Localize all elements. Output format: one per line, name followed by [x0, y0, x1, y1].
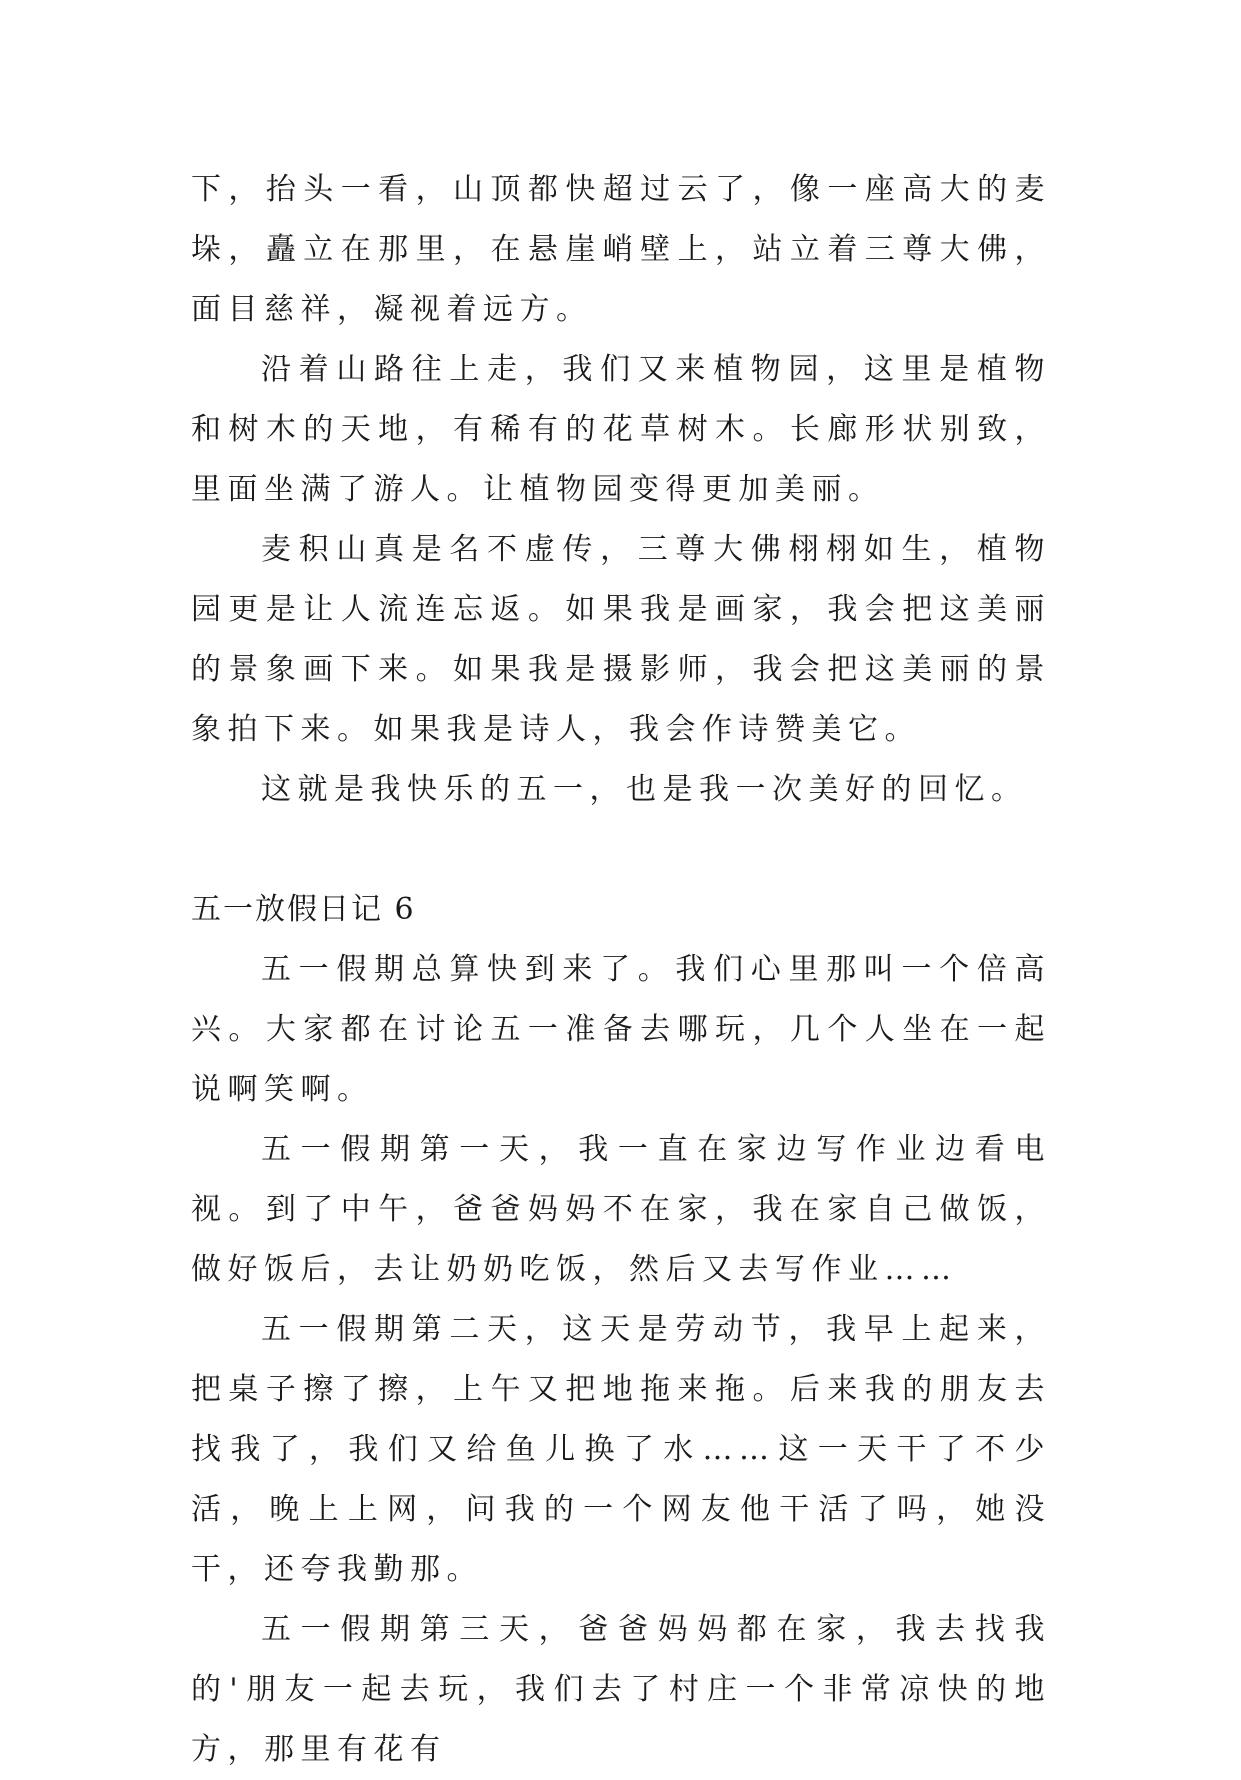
paragraph-maijishan: 麦积山真是名不虚传，三尊大佛栩栩如生，植物园更是让人流连忘返。如果我是画家，我会把这美丽的景象画下来。如果我是摄影师，我会把这美丽的景象拍下来。如果我是诗人，我会作诗赞美它。 — [191, 532, 1051, 747]
paragraph-conclusion: 这就是我快乐的五一，也是我一次美好的回忆。 — [261, 772, 1028, 807]
paragraph-day-three: 五一假期第三天，爸爸妈妈都在家，我去找我的'朋友一起去玩，我们去了村庄一个非常凉快的地方，那里有花有 — [191, 1612, 1051, 1767]
section-title: 五一放假日记 6 — [191, 892, 416, 927]
paragraph-botanical-garden: 沿着山路往上走，我们又来植物园，这里是植物和树木的天地，有稀有的花草树木。长廊形状别致，里面坐满了游人。让植物园变得更加美丽。 — [191, 352, 1051, 507]
paragraph-continued: 下，抬头一看，山顶都快超过云了，像一座高大的麦垛，矗立在那里，在悬崖峭壁上，站立着三尊大佛，面目慈祥，凝视着远方。 — [191, 172, 1051, 327]
document-body — [191, 160, 1051, 1780]
paragraph-day-one: 五一假期第一天，我一直在家边写作业边看电视。到了中午，爸爸妈妈不在家，我在家自己做饭，做好饭后，去让奶奶吃饭，然后又去写作业…… — [191, 1132, 1051, 1287]
paragraph-holiday-arrival: 五一假期总算快到来了。我们心里那叫一个倍高兴。大家都在讨论五一准备去哪玩，几个人坐在一起说啊笑啊。 — [191, 952, 1051, 1107]
paragraph-day-two: 五一假期第二天，这天是劳动节，我早上起来，把桌子擦了擦，上午又把地拖来拖。后来我的朋友去找我了，我们又给鱼儿换了水……这一天干了不少活，晚上上网，问我的一个网友他干活了吗，她没干，还夸我勤那。 — [191, 1312, 1051, 1587]
